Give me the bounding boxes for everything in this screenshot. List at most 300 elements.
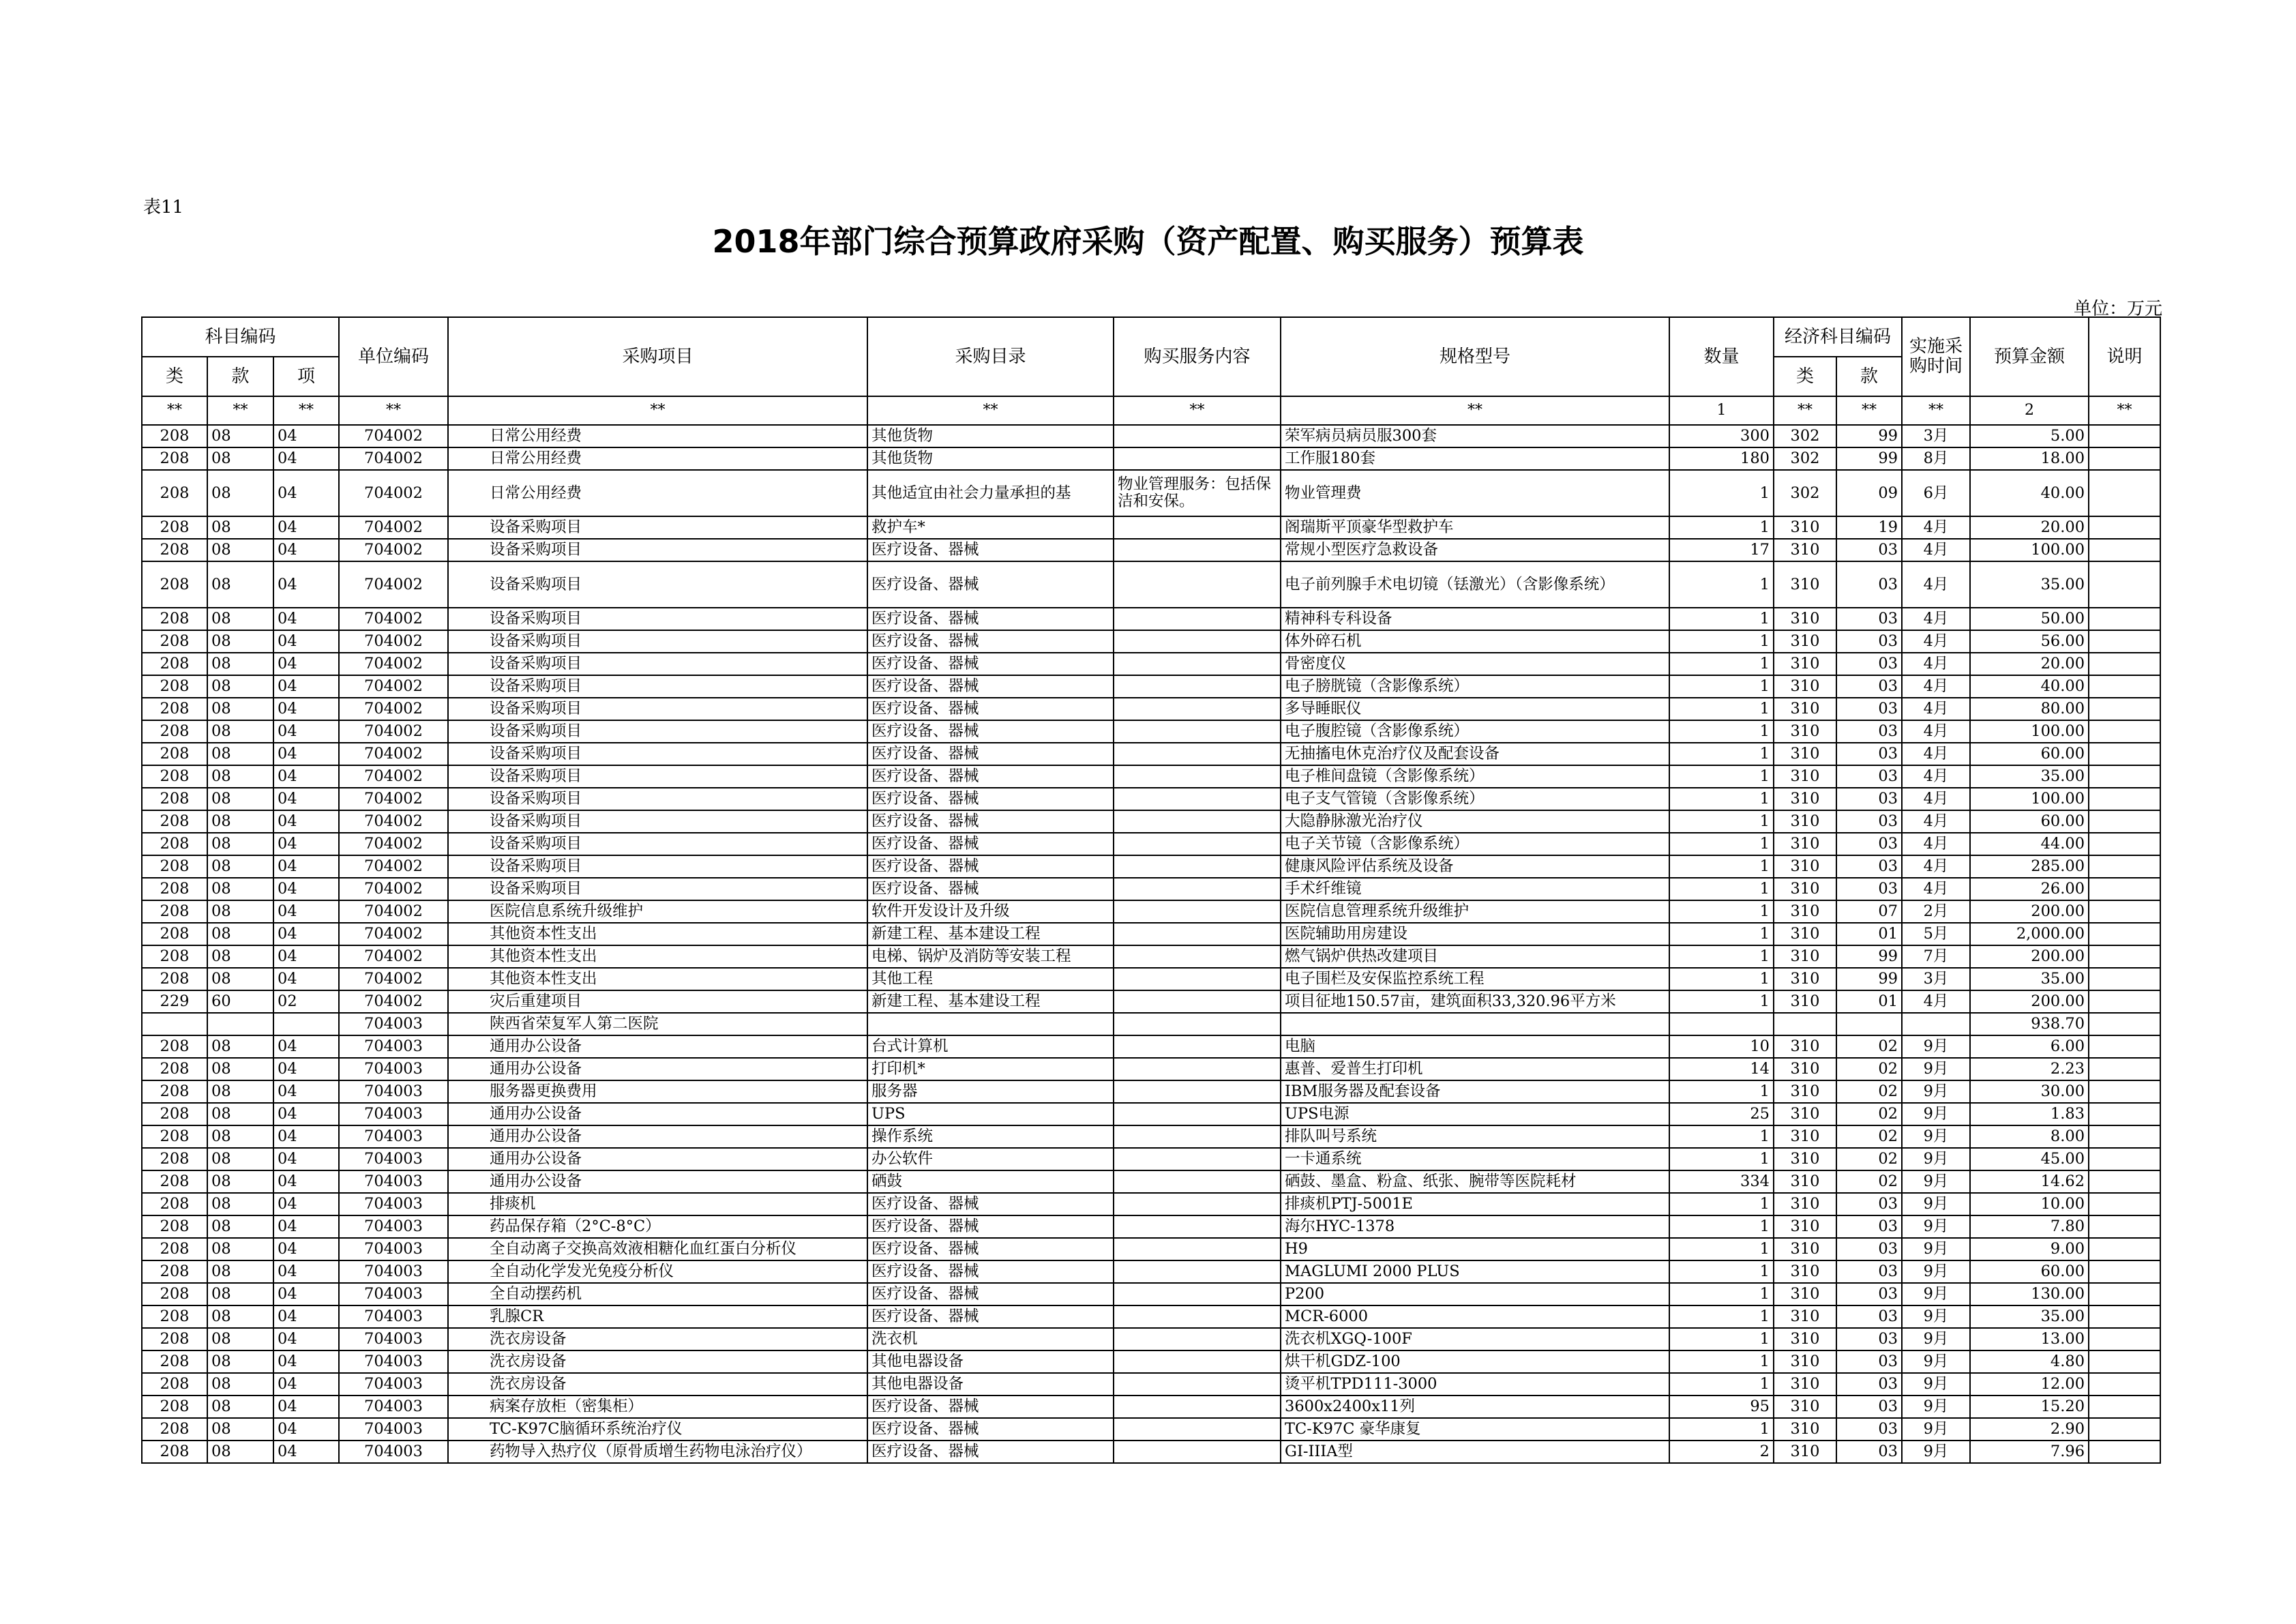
cell-lei: 208 (142, 810, 207, 833)
cell-xiang: 04 (273, 516, 339, 539)
cell-spec: 硒鼓、墨盒、粉盒、纸张、腕带等医院耗材 (1281, 1170, 1669, 1193)
cell-time: 4月 (1902, 765, 1970, 788)
cell-elei: 310 (1774, 1260, 1836, 1283)
cell-note (2089, 561, 2160, 608)
cell-catalog: 医疗设备、器械 (867, 561, 1114, 608)
cell-xiang: 04 (273, 1080, 339, 1103)
cell-note (2089, 1170, 2160, 1193)
cell-lei: 208 (142, 788, 207, 810)
cell-project: 设备采购项目 (448, 878, 867, 900)
cell-lei: 208 (142, 630, 207, 653)
cell-unit: 704003 (339, 1238, 448, 1260)
cell-catalog: 新建工程、基本建设工程 (867, 990, 1114, 1013)
cell-time: 8月 (1902, 447, 1970, 470)
cell-elei: 310 (1774, 1215, 1836, 1238)
cell-kuan: 08 (207, 1103, 273, 1125)
cell-unit: 704002 (339, 539, 448, 561)
cell-lei: 208 (142, 653, 207, 675)
cell-amount: 130.00 (1970, 1283, 2089, 1305)
table-row (142, 1193, 2160, 1215)
cell-catalog: 医疗设备、器械 (867, 1260, 1114, 1283)
cell-project: 医院信息系统升级维护 (448, 900, 867, 923)
cell-service (1114, 1305, 1281, 1328)
cell-ekuan (1836, 1013, 1902, 1035)
cell-lei: 208 (142, 855, 207, 878)
cell-note (2089, 720, 2160, 743)
header-subject-code: 科目编码 (142, 317, 339, 357)
table-row (142, 675, 2160, 698)
cell-qty: 1 (1669, 968, 1774, 990)
cell-service (1114, 900, 1281, 923)
cell-elei: 310 (1774, 1350, 1836, 1373)
cell-time: 7月 (1902, 945, 1970, 968)
cell-lei: 208 (142, 561, 207, 608)
table-row (142, 1350, 2160, 1373)
cell-qty: 1 (1669, 900, 1774, 923)
cell-project: 设备采购项目 (448, 539, 867, 561)
cell-note (2089, 1441, 2160, 1463)
cell-catalog: 医疗设备、器械 (867, 675, 1114, 698)
cell-note (2089, 1058, 2160, 1080)
cell-project: 设备采购项目 (448, 810, 867, 833)
cell-amount: 5.00 (1970, 425, 2089, 447)
cell-elei: 310 (1774, 1328, 1836, 1350)
cell-catalog: 办公软件 (867, 1148, 1114, 1170)
cell-xiang: 04 (273, 1373, 339, 1396)
cell-kuan: 08 (207, 539, 273, 561)
cell-amount: 14.62 (1970, 1170, 2089, 1193)
cell-lei: 208 (142, 1193, 207, 1215)
cell-unit: 704002 (339, 878, 448, 900)
cell-spec: TC-K97C 豪华康复 (1281, 1418, 1669, 1441)
cell-project: 设备采购项目 (448, 765, 867, 788)
cell-ekuan: 03 (1836, 810, 1902, 833)
cell-note (2089, 1396, 2160, 1418)
cell-project: 洗衣房设备 (448, 1328, 867, 1350)
cell-ekuan: 99 (1836, 425, 1902, 447)
cell-kuan: 08 (207, 447, 273, 470)
cell-project: 全自动离子交换高效液相糖化血红蛋白分析仪 (448, 1238, 867, 1260)
cell-service (1114, 1215, 1281, 1238)
cell-xiang: 04 (273, 833, 339, 855)
header-catalog: 采购目录 (867, 317, 1114, 396)
cell-ekuan: 99 (1836, 447, 1902, 470)
table-row (142, 698, 2160, 720)
cell-xiang: 04 (273, 1215, 339, 1238)
cell-amount: 2.90 (1970, 1418, 2089, 1441)
cell-unit: 704002 (339, 833, 448, 855)
cell-lei: 229 (142, 990, 207, 1013)
cell-unit: 704003 (339, 1148, 448, 1170)
cell-time: 5月 (1902, 923, 1970, 945)
cell-qty: 1 (1669, 743, 1774, 765)
cell-spec: 常规小型医疗急救设备 (1281, 539, 1669, 561)
cell-qty: 14 (1669, 1058, 1774, 1080)
cell-service (1114, 1396, 1281, 1418)
cell-time: 4月 (1902, 630, 1970, 653)
cell-qty: 1 (1669, 1418, 1774, 1441)
column-number-cell: ** (1114, 396, 1281, 425)
cell-time: 4月 (1902, 833, 1970, 855)
cell-lei: 208 (142, 1125, 207, 1148)
table-row (142, 990, 2160, 1013)
cell-xiang: 04 (273, 1260, 339, 1283)
cell-ekuan: 03 (1836, 743, 1902, 765)
cell-amount: 35.00 (1970, 765, 2089, 788)
cell-qty: 1 (1669, 1305, 1774, 1328)
table-row (142, 765, 2160, 788)
cell-lei: 208 (142, 1350, 207, 1373)
cell-spec: 电子腹腔镜（含影像系统） (1281, 720, 1669, 743)
cell-service (1114, 1080, 1281, 1103)
cell-elei: 310 (1774, 1305, 1836, 1328)
cell-project: 设备采购项目 (448, 720, 867, 743)
cell-xiang: 04 (273, 1418, 339, 1441)
cell-ekuan: 03 (1836, 1260, 1902, 1283)
cell-note (2089, 788, 2160, 810)
cell-project: 日常公用经费 (448, 470, 867, 516)
unit-label: 单位：万元 (2073, 299, 2162, 319)
cell-kuan: 08 (207, 516, 273, 539)
cell-service (1114, 878, 1281, 900)
cell-ekuan: 02 (1836, 1103, 1902, 1125)
cell-xiang: 02 (273, 990, 339, 1013)
table-row (142, 945, 2160, 968)
cell-ekuan: 01 (1836, 923, 1902, 945)
cell-lei: 208 (142, 945, 207, 968)
cell-spec: 电子支气管镜（含影像系统） (1281, 788, 1669, 810)
cell-ekuan: 03 (1836, 765, 1902, 788)
cell-amount: 30.00 (1970, 1080, 2089, 1103)
cell-amount: 285.00 (1970, 855, 2089, 878)
cell-service: 物业管理服务：包括保洁和安保。 (1114, 470, 1281, 516)
cell-catalog: 医疗设备、器械 (867, 855, 1114, 878)
cell-ekuan: 03 (1836, 1193, 1902, 1215)
cell-lei: 208 (142, 447, 207, 470)
cell-spec: 医院辅助用房建设 (1281, 923, 1669, 945)
cell-lei: 208 (142, 720, 207, 743)
cell-elei: 310 (1774, 1193, 1836, 1215)
cell-qty: 1 (1669, 878, 1774, 900)
cell-elei: 310 (1774, 698, 1836, 720)
header-qty: 数量 (1669, 317, 1774, 396)
cell-unit: 704002 (339, 608, 448, 630)
cell-note (2089, 1080, 2160, 1103)
cell-qty: 1 (1669, 1148, 1774, 1170)
cell-note (2089, 1013, 2160, 1035)
cell-service (1114, 855, 1281, 878)
cell-project: 灾后重建项目 (448, 990, 867, 1013)
cell-time: 9月 (1902, 1373, 1970, 1396)
cell-catalog: 硒鼓 (867, 1170, 1114, 1193)
cell-qty: 1 (1669, 855, 1774, 878)
cell-spec: 烫平机TPD111-3000 (1281, 1373, 1669, 1396)
cell-elei: 310 (1774, 900, 1836, 923)
cell-xiang: 04 (273, 653, 339, 675)
cell-note (2089, 653, 2160, 675)
cell-note (2089, 539, 2160, 561)
cell-unit: 704003 (339, 1305, 448, 1328)
cell-kuan: 08 (207, 561, 273, 608)
cell-catalog: 医疗设备、器械 (867, 743, 1114, 765)
cell-project: 病案存放柜（密集柜） (448, 1396, 867, 1418)
cell-amount: 938.70 (1970, 1013, 2089, 1035)
cell-service (1114, 810, 1281, 833)
cell-qty: 1 (1669, 720, 1774, 743)
cell-xiang: 04 (273, 788, 339, 810)
cell-qty: 2 (1669, 1441, 1774, 1463)
cell-project: 设备采购项目 (448, 675, 867, 698)
table-row (142, 1373, 2160, 1396)
cell-note (2089, 968, 2160, 990)
cell-kuan: 08 (207, 630, 273, 653)
cell-xiang: 04 (273, 1103, 339, 1125)
cell-kuan: 60 (207, 990, 273, 1013)
cell-spec: 阁瑞斯平顶豪华型救护车 (1281, 516, 1669, 539)
cell-amount: 2,000.00 (1970, 923, 2089, 945)
cell-service (1114, 425, 1281, 447)
cell-note (2089, 810, 2160, 833)
cell-ekuan: 03 (1836, 1215, 1902, 1238)
cell-note (2089, 1125, 2160, 1148)
cell-project: 其他资本性支出 (448, 968, 867, 990)
table-row (142, 470, 2160, 516)
cell-note (2089, 698, 2160, 720)
cell-ekuan: 03 (1836, 630, 1902, 653)
cell-unit: 704003 (339, 1193, 448, 1215)
cell-ekuan: 03 (1836, 1441, 1902, 1463)
cell-service (1114, 608, 1281, 630)
cell-lei: 208 (142, 923, 207, 945)
cell-elei: 310 (1774, 1080, 1836, 1103)
cell-unit: 704003 (339, 1441, 448, 1463)
cell-note (2089, 1373, 2160, 1396)
table-row (142, 1328, 2160, 1350)
cell-note (2089, 1328, 2160, 1350)
cell-xiang: 04 (273, 810, 339, 833)
header-project: 采购项目 (448, 317, 867, 396)
cell-project: 全自动摆药机 (448, 1283, 867, 1305)
cell-unit: 704002 (339, 788, 448, 810)
cell-catalog: 医疗设备、器械 (867, 698, 1114, 720)
cell-elei: 310 (1774, 1170, 1836, 1193)
cell-time: 9月 (1902, 1260, 1970, 1283)
cell-time: 4月 (1902, 516, 1970, 539)
cell-kuan: 08 (207, 1125, 273, 1148)
cell-service (1114, 833, 1281, 855)
cell-amount: 15.20 (1970, 1396, 2089, 1418)
table-row (142, 425, 2160, 447)
cell-service (1114, 630, 1281, 653)
table-row (142, 653, 2160, 675)
table-row (142, 1396, 2160, 1418)
cell-xiang: 04 (273, 1035, 339, 1058)
header-service: 购买服务内容 (1114, 317, 1281, 396)
cell-service (1114, 1328, 1281, 1350)
cell-catalog: 打印机* (867, 1058, 1114, 1080)
cell-kuan: 08 (207, 425, 273, 447)
table-row (142, 788, 2160, 810)
cell-ekuan: 03 (1836, 675, 1902, 698)
cell-ekuan: 03 (1836, 1396, 1902, 1418)
column-number-cell: ** (339, 396, 448, 425)
cell-unit: 704002 (339, 765, 448, 788)
cell-xiang: 04 (273, 1328, 339, 1350)
cell-ekuan: 03 (1836, 561, 1902, 608)
cell-ekuan: 99 (1836, 968, 1902, 990)
cell-xiang: 04 (273, 539, 339, 561)
cell-kuan: 08 (207, 1418, 273, 1441)
cell-kuan: 08 (207, 698, 273, 720)
cell-catalog: 医疗设备、器械 (867, 1441, 1114, 1463)
cell-ekuan: 03 (1836, 608, 1902, 630)
cell-catalog: 医疗设备、器械 (867, 833, 1114, 855)
cell-xiang: 04 (273, 698, 339, 720)
cell-amount: 50.00 (1970, 608, 2089, 630)
cell-kuan: 08 (207, 653, 273, 675)
budget-table (141, 316, 2161, 1464)
cell-qty: 1 (1669, 1080, 1774, 1103)
cell-kuan: 08 (207, 1283, 273, 1305)
cell-catalog: 其他工程 (867, 968, 1114, 990)
cell-note (2089, 743, 2160, 765)
cell-amount: 20.00 (1970, 516, 2089, 539)
cell-kuan: 08 (207, 923, 273, 945)
cell-spec: 医院信息管理系统升级维护 (1281, 900, 1669, 923)
cell-catalog: 医疗设备、器械 (867, 1396, 1114, 1418)
cell-elei: 310 (1774, 1103, 1836, 1125)
cell-project: 排痰机 (448, 1193, 867, 1215)
cell-spec: 多导睡眠仪 (1281, 698, 1669, 720)
cell-spec: 电脑 (1281, 1035, 1669, 1058)
cell-amount: 9.00 (1970, 1238, 2089, 1260)
cell-ekuan: 03 (1836, 1305, 1902, 1328)
table-row (142, 1170, 2160, 1193)
cell-qty: 95 (1669, 1396, 1774, 1418)
cell-lei (142, 1013, 207, 1035)
cell-service (1114, 990, 1281, 1013)
cell-catalog: 医疗设备、器械 (867, 1305, 1114, 1328)
cell-qty: 1 (1669, 1193, 1774, 1215)
cell-catalog: 医疗设备、器械 (867, 1215, 1114, 1238)
cell-note (2089, 900, 2160, 923)
cell-project: 设备采购项目 (448, 608, 867, 630)
cell-spec: P200 (1281, 1283, 1669, 1305)
cell-catalog: 医疗设备、器械 (867, 1193, 1114, 1215)
cell-spec: 骨密度仪 (1281, 653, 1669, 675)
cell-service (1114, 698, 1281, 720)
table-row (142, 561, 2160, 608)
cell-lei: 208 (142, 1260, 207, 1283)
cell-qty (1669, 1013, 1774, 1035)
header-spec: 规格型号 (1281, 317, 1669, 396)
cell-xiang: 04 (273, 1238, 339, 1260)
cell-spec: 工作服180套 (1281, 447, 1669, 470)
cell-note (2089, 1103, 2160, 1125)
cell-elei: 310 (1774, 923, 1836, 945)
table-row (142, 743, 2160, 765)
cell-time: 4月 (1902, 608, 1970, 630)
cell-lei: 208 (142, 1396, 207, 1418)
cell-elei: 310 (1774, 765, 1836, 788)
cell-catalog: 救护车* (867, 516, 1114, 539)
cell-catalog (867, 1013, 1114, 1035)
cell-unit: 704003 (339, 1035, 448, 1058)
cell-lei: 208 (142, 1441, 207, 1463)
cell-kuan: 08 (207, 833, 273, 855)
cell-service (1114, 1058, 1281, 1080)
table-row (142, 1013, 2160, 1035)
cell-elei: 310 (1774, 1058, 1836, 1080)
cell-note (2089, 447, 2160, 470)
cell-project: 通用办公设备 (448, 1035, 867, 1058)
cell-xiang: 04 (273, 1170, 339, 1193)
cell-time: 4月 (1902, 698, 1970, 720)
cell-service (1114, 447, 1281, 470)
cell-project: 全自动化学发光免疫分析仪 (448, 1260, 867, 1283)
cell-amount: 26.00 (1970, 878, 2089, 900)
cell-unit: 704002 (339, 720, 448, 743)
cell-service (1114, 1283, 1281, 1305)
cell-time: 6月 (1902, 470, 1970, 516)
cell-elei: 310 (1774, 561, 1836, 608)
cell-unit: 704002 (339, 900, 448, 923)
cell-xiang: 04 (273, 675, 339, 698)
cell-spec: 物业管理费 (1281, 470, 1669, 516)
table-row (142, 1125, 2160, 1148)
cell-note (2089, 1238, 2160, 1260)
cell-spec: 烘干机GDZ-100 (1281, 1350, 1669, 1373)
cell-amount: 12.00 (1970, 1373, 2089, 1396)
cell-qty: 1 (1669, 1328, 1774, 1350)
cell-note (2089, 878, 2160, 900)
cell-project: 通用办公设备 (448, 1125, 867, 1148)
cell-lei: 208 (142, 1080, 207, 1103)
cell-catalog: 其他货物 (867, 447, 1114, 470)
table-row (142, 1148, 2160, 1170)
cell-qty: 1 (1669, 833, 1774, 855)
cell-time: 9月 (1902, 1328, 1970, 1350)
cell-service (1114, 1418, 1281, 1441)
cell-elei: 310 (1774, 1283, 1836, 1305)
cell-time: 9月 (1902, 1170, 1970, 1193)
cell-catalog: 其他电器设备 (867, 1373, 1114, 1396)
table-row (142, 539, 2160, 561)
column-number-cell: ** (207, 396, 273, 425)
cell-kuan: 08 (207, 810, 273, 833)
cell-service (1114, 743, 1281, 765)
cell-elei: 310 (1774, 630, 1836, 653)
cell-service (1114, 1103, 1281, 1125)
cell-lei: 208 (142, 698, 207, 720)
cell-unit: 704002 (339, 470, 448, 516)
table-row (142, 1080, 2160, 1103)
cell-service (1114, 1260, 1281, 1283)
header-econ-kuan: 款 (1836, 357, 1902, 396)
cell-time: 9月 (1902, 1396, 1970, 1418)
cell-catalog: 医疗设备、器械 (867, 1238, 1114, 1260)
cell-ekuan: 03 (1836, 1350, 1902, 1373)
cell-catalog: 医疗设备、器械 (867, 810, 1114, 833)
cell-service (1114, 923, 1281, 945)
header-unit-code: 单位编码 (339, 317, 448, 396)
cell-lei: 208 (142, 1328, 207, 1350)
cell-unit: 704002 (339, 675, 448, 698)
cell-service (1114, 561, 1281, 608)
cell-kuan: 08 (207, 855, 273, 878)
cell-service (1114, 1013, 1281, 1035)
cell-qty: 1 (1669, 1215, 1774, 1238)
